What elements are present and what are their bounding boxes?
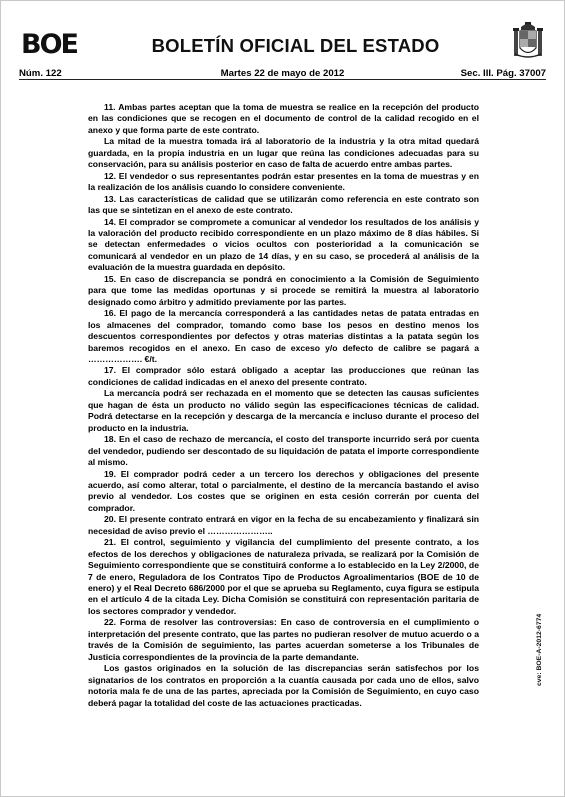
- header-rule: [19, 79, 546, 80]
- page-header: [19, 21, 546, 79]
- paragraph: 16. El pago de la mercancía corresponderá a las cantidades netas de patata entradas en los almacenes del comprador, tomando como base los pesos en destino menos los descuentos correspondientes por defectos y otras materias distintas a la patata según los baremos recogidos en el anexo. En caso de exceso y/o defecto de calibre se pagará a ………………. €/t.: [88, 308, 479, 364]
- paragraph: 13. Las características de calidad que se utilizarán como referencia en este contrato son las que se sintetizan en el anexo de este contrato.: [88, 193, 479, 216]
- paragraph: 15. En caso de discrepancia se pondrá en conocimiento a la Comisión de Seguimiento para que tome las medidas oportunas y si procede se remitirá la muestra al laboratorio designado como árbitro y admitido previamente por las partes.: [88, 273, 479, 307]
- paragraph: 14. El comprador se compromete a comunicar al vendedor los resultados de los análisis y la valoración del producto recibido correspondiente en un plazo máximo de 8 días hábiles. Si se detectan enfermedades o vicios ocultos con posterioridad a la comunicación se comunicará al vendedor en un plazo de 14 días, y en su caso, se procederá al análisis de la evaluación de la muestra guardada en depósito.: [88, 216, 479, 273]
- paragraph: 21. El control, seguimiento y vigilancia del cumplimiento del presente contrato, a los efectos de los derechos y obligaciones de naturaleza privada, se realizará por la Comisión de Seguimiento correspondiente que se constituirá conforme a lo establecido en la Ley 2/2000, de 7 de enero, Reguladora de los Contratos Tipo de Productos Agroalimentarios (BOE de 10 de enero) y el Real Decreto 686/2000 por el que se aprueba su Reglamento, cuya figura se estipula en el artículo 4 de la citada Ley. Dicha Comisión se constituirá con representación paritaria de los sectores comprador y vendedor.: [88, 537, 479, 616]
- paragraph: 11. Ambas partes aceptan que la toma de muestra se realice en la recepción del producto en las condiciones que se recogen en el documento de control de la calidad recogido en el anexo y que forma parte de este contrato.: [88, 102, 479, 135]
- paragraph: 12. El vendedor o sus representantes podrán estar presentes en la toma de muestras y en la realización de los análisis cuando lo considere conveniente.: [88, 170, 479, 193]
- paragraph: Los gastos originados en la solución de las discrepancias serán satisfechos por los signatarios de los contratos en proporción a la cuantía causada por cada uno de ellos, salvo notoria mala fe de una de las partes, apreciada por la Comisión de Seguimiento, en cuyo caso deberá pagar la totalidad del coste de las actuaciones practicadas.: [88, 663, 479, 708]
- paragraph: 18. En el caso de rechazo de mercancía, el costo del transporte incurrido será por cuenta del vendedor, pudiendo ser descontado de su liquidación de patata el importe correspondiente al mismo.: [88, 434, 479, 468]
- issue-number: Núm. 122: [19, 68, 62, 79]
- paragraph: 20. El presente contrato entrará en vigor en la fecha de su encabezamiento y finalizará sin necesidad de aviso previo el …………………..: [88, 514, 479, 536]
- body-text: [88, 102, 479, 709]
- document-identifier: cve: BOE-A-2012-6774: [536, 613, 543, 686]
- paragraph: La mercancía podrá ser rechazada en el momento que se detecten las causas suficientes que hagan de ésta un producto no válido según las especificaciones técnicas de calidad. Podrá detectarse en la recepción y descarga de la mercancía e incluso durante el proceso del producto en la industria.: [88, 388, 479, 433]
- coat-of-arms-icon: [512, 21, 544, 61]
- section-page: Sec. III. Pág. 37007: [460, 68, 546, 79]
- paragraph: 22. Forma de resolver las controversias: En caso de controversia en el cumplimiento o interpretación del presente contrato, que las partes no pudieran resolver de mutuo acuerdo o a través de la Comisión de seguimiento, las partes acuerdan someterse a los Tribunales de Justicia correspondientes de la provincia de la parte demandante.: [88, 617, 479, 662]
- paragraph: 17. El comprador sólo estará obligado a aceptar las producciones que reúnan las condiciones de calidad indicadas en el anexo del presente contrato.: [88, 365, 479, 387]
- page-title: BOLETÍN OFICIAL DEL ESTADO: [151, 35, 440, 56]
- issue-date: Martes 22 de mayo de 2012: [220, 68, 345, 79]
- paragraph: La mitad de la muestra tomada irá al laboratorio de la industria y la otra mitad quedará guardada, en la propia industria en un lugar que reúna las condiciones adecuadas para su conservación, para su análisis posterior en caso de falta de acuerdo entre ambas partes.: [88, 136, 479, 170]
- paragraph: 19. El comprador podrá ceder a un tercero los derechos y obligaciones del presente acuerdo, así como alterar, total o parcialmente, el destino de la mercancía bastando el aviso previo al vendedor. Los costes que se originen en esta cesión correrán por cuenta del comprador.: [88, 468, 479, 513]
- boe-logo: BOE: [21, 29, 77, 60]
